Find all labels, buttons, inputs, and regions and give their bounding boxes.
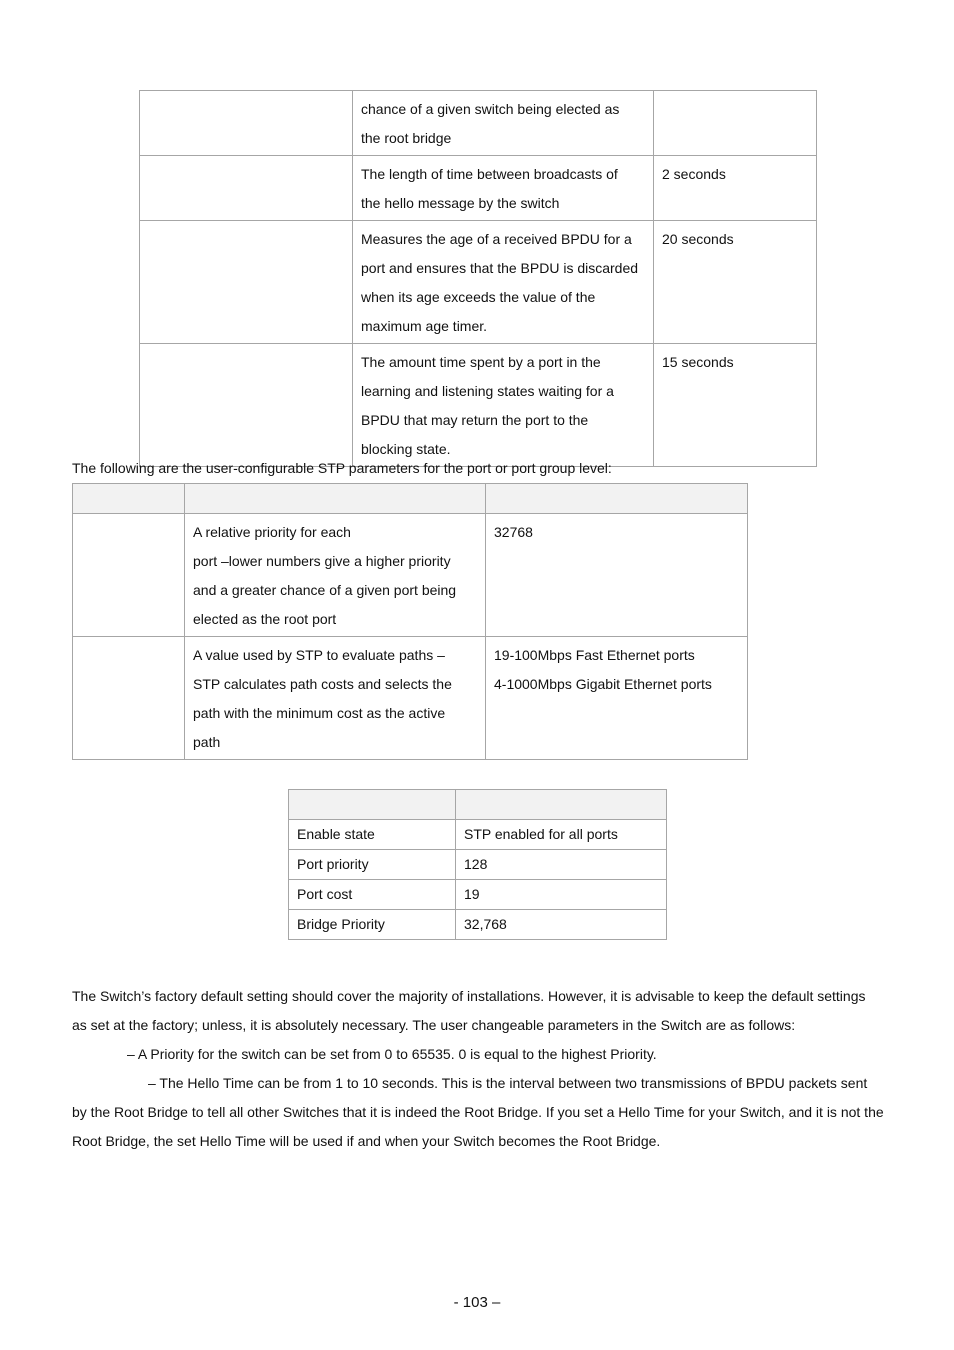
table-header-row [289, 790, 667, 820]
description-cell: The length of time between broadcasts of the hello message by the switch [353, 156, 654, 221]
table-row [289, 850, 667, 880]
value-cell: 128 [456, 850, 667, 880]
stp-bridge-parameters-table [139, 90, 817, 467]
page-number: - 103 – [453, 1294, 501, 1311]
parameter-cell [140, 221, 353, 344]
default-cell: 19-100Mbps Fast Ethernet ports 4-1000Mbps Gigabit Ethernet ports [486, 637, 748, 760]
description-cell: A value used by STP to evaluate paths – STP calculates path costs and selects the path with the minimum cost as the active path [185, 637, 486, 760]
value-cell: 32,768 [456, 910, 667, 940]
description-cell: chance of a given switch being elected as the root bridge [353, 91, 654, 156]
table-row [140, 221, 817, 344]
parameter-cell [140, 344, 353, 467]
header-cell [456, 790, 667, 820]
table-row [289, 880, 667, 910]
header-cell [289, 790, 456, 820]
list-item: – The Hello Time can be from 1 to 10 seconds. This is the interval between two transmissions of BPDU packets sent by the Root Bridge to tell all other Switches that it is indeed the Root Bridge. If you set a Hello Time for your Switch, and it is not the Root Bridge, the set Hello Time will be used if and when your Switch becomes the Root Bridge. [72, 1075, 884, 1149]
parameter-cell [73, 637, 185, 760]
port-parameters-intro: The following are the user-configurable STP parameters for the port or port group level: [72, 460, 612, 476]
header-cell [486, 484, 748, 514]
setting-cell: Port priority [289, 850, 456, 880]
parameter-cell [140, 156, 353, 221]
table-row [140, 91, 817, 156]
body-paragraph: The Switch’s factory default setting should cover the majority of installations. However, it is advisable to keep the default settings as set at the factory; unless, it is absolutely necessary. The user changeable parameters in the Switch are as follows: [72, 988, 866, 1033]
default-cell: 15 seconds [654, 344, 817, 467]
setting-cell: Bridge Priority [289, 910, 456, 940]
default-cell: 20 seconds [654, 221, 817, 344]
table-header-row [73, 484, 748, 514]
table-row [140, 344, 817, 467]
value-cell: STP enabled for all ports [456, 820, 667, 850]
value-cell: 19 [456, 880, 667, 910]
table-row [289, 820, 667, 850]
table-row [73, 637, 748, 760]
table-row [289, 910, 667, 940]
list-item: – A Priority for the switch can be set from 0 to 65535. 0 is equal to the highest Priority. [127, 1046, 657, 1062]
setting-cell: Port cost [289, 880, 456, 910]
default-cell: 2 seconds [654, 156, 817, 221]
description-cell: The amount time spent by a port in the learning and listening states waiting for a BPDU that may return the port to the blocking state. [353, 344, 654, 467]
table-row [73, 514, 748, 637]
body-text [72, 982, 884, 1156]
stp-port-parameters-table [72, 483, 748, 760]
setting-cell: Enable state [289, 820, 456, 850]
default-cell [654, 91, 817, 156]
header-cell [185, 484, 486, 514]
default-cell: 32768 [486, 514, 748, 637]
stp-defaults-table [288, 789, 667, 940]
parameter-cell [73, 514, 185, 637]
description-cell: Measures the age of a received BPDU for a port and ensures that the BPDU is discarded when its age exceeds the value of the maximum age timer. [353, 221, 654, 344]
description-cell: A relative priority for each port –lower numbers give a higher priority and a greater chance of a given port being elected as the root port [185, 514, 486, 637]
table-row [140, 156, 817, 221]
header-cell [73, 484, 185, 514]
parameter-cell [140, 91, 353, 156]
